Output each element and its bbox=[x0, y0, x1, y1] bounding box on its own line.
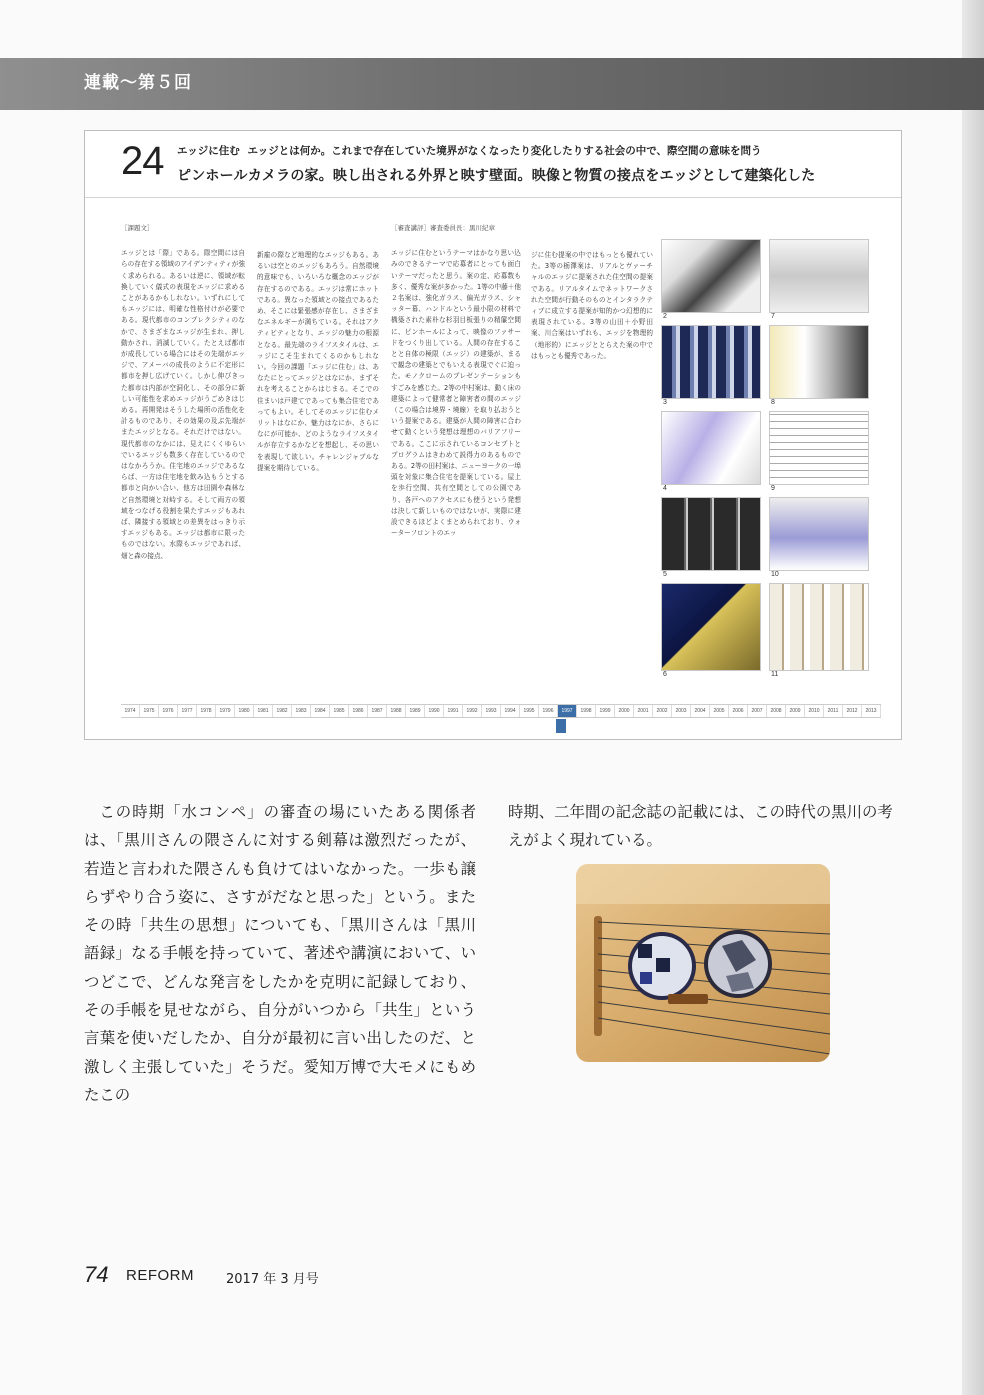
timeline-year: 1993 bbox=[482, 705, 501, 717]
thumbnail-10 bbox=[769, 497, 869, 571]
timeline-year: 2003 bbox=[672, 705, 691, 717]
brief-column-2 bbox=[257, 250, 379, 550]
review-column-1 bbox=[391, 223, 521, 693]
thumbnail-11 bbox=[769, 583, 869, 671]
timeline-year: 1979 bbox=[216, 705, 235, 717]
theme-label: エッジに住む bbox=[177, 145, 240, 157]
timeline-year: 1992 bbox=[463, 705, 482, 717]
entry-number: 24 bbox=[121, 139, 164, 183]
thumb-number: 4 bbox=[663, 485, 667, 492]
timeline-year: 2012 bbox=[843, 705, 862, 717]
timeline-marker bbox=[556, 719, 566, 733]
timeline-year: 1977 bbox=[178, 705, 197, 717]
timeline-year: 1988 bbox=[387, 705, 406, 717]
article-body-left bbox=[84, 798, 476, 1109]
timeline-year: 2013 bbox=[862, 705, 881, 717]
brief-text-2: 新雇の際など地理的なエッジもある。あるいは空とのエッジもあろう。自然環境的意味でも、いろいろな概念のエッジが存在するのである。エッジは常にホットである。異なった領域との接点であるため、そこには緊張感が存在し、さまざまなエネルギーが満ちている。それはアクティビティとなり、エッジの魅力の根源となる。最先端のライフスタイルは、エッジにこそ生まれてくるのかもしれない。今回の課題「エッジに住む」は、あなたにとってエッジとはなにか、まずそれを考えることからはじまる。そこでの住まいは戸建てであっても集合住宅であってもよい。そしてそのエッジに住むメリットはなにか、魅力はなにか、さらになにが可能か、どのようなライフスタイルが存立するかなどを想起し、その思いを表現して欲しい。チャレンジャブルな提案を期待している。 bbox=[257, 251, 379, 472]
theme-line bbox=[177, 143, 762, 158]
series-title: 連載〜第５回 bbox=[84, 73, 192, 93]
timeline-year: 1997 bbox=[558, 705, 577, 717]
timeline-year: 1985 bbox=[330, 705, 349, 717]
timeline-year: 1978 bbox=[197, 705, 216, 717]
thumbnail-4 bbox=[661, 411, 761, 485]
timeline-year: 1998 bbox=[577, 705, 596, 717]
timeline-year: 1987 bbox=[368, 705, 387, 717]
thumb-number: 5 bbox=[663, 571, 667, 578]
timeline-year: 2009 bbox=[786, 705, 805, 717]
photo-wooden-instrument bbox=[576, 864, 830, 1062]
timeline-year: 2010 bbox=[805, 705, 824, 717]
timeline-year: 1989 bbox=[406, 705, 425, 717]
review-text-2: ジに住む提案の中ではもっとも優れていた。3等の栃澤案は、リアルとヴァーチャルのエッジに提案された住空間の提案である。リアルタイムでネットワークされた空間が行動そのものとインタラクティブに成立する提案が知的かつ幻想的に表現されている。3等の山田＋小野田案、川合案はいずれも、エッジを物理的（地形的）にエッジととらえた案の中ではもっとも優秀であった。 bbox=[531, 251, 653, 360]
timeline-year: 1991 bbox=[444, 705, 463, 717]
winner-description: ピンホールカメラの家。映し出される外界と映す壁面。映像と物質の接点をエッジとして建築化した bbox=[177, 168, 816, 184]
brief-text-1: エッジとは「際」である。際空間には自らの存在する領域のアイデンティティが強く求められる。あるいは逆に、領域が転換していく儀式の表現をエッジに求めることがあるかもしれない。いずれにしてもエッジには、明確な性格付けが必要である。現代都市のコンプレクシティのなかで、さまざまなエッジが生まれ、押し動かされ、消滅していく。たとえば都市が成長している場合にはその先端がエッジで、アメーバの成長のように不定形に都市を押し広げていく。しかし伸びきった都市は内部が空洞化し、その部分に新しい可能性を求めエッジがうごめきはじめる。再開発はそうした場所の活性化を計るものであり、その効果の及ぶ先端がまたエッジとなる。それだけではない。現代都市のなかには、見えにくくゆらいでいるエッジも数多く存在しているのではなかろうか。住宅地のエッジであるならば、一方は住宅地を飲み込もうとする都市と向かい合い、他方は田園や森林など自然環境と対峙する。そして両方の領域をつなげる役割を果たすエッジもあれば、隣接する領域との差異をはっきり示すエッジもある。エッジは都市に限ったものではない。水際もエッジであれば、畑と森の接点、 bbox=[121, 249, 245, 560]
page-edge bbox=[962, 0, 984, 1395]
thumbnail-7 bbox=[769, 239, 869, 313]
timeline-year: 1986 bbox=[349, 705, 368, 717]
thumbnail-9 bbox=[769, 411, 869, 485]
timeline-year: 2008 bbox=[767, 705, 786, 717]
review-column-2 bbox=[531, 250, 653, 450]
timeline-year: 1995 bbox=[520, 705, 539, 717]
timeline-year: 1996 bbox=[539, 705, 558, 717]
timeline-year: 1999 bbox=[596, 705, 615, 717]
timeline-year: 2011 bbox=[824, 705, 843, 717]
timeline-year: 1976 bbox=[159, 705, 178, 717]
thumb-number: 10 bbox=[771, 571, 779, 578]
thumb-number: 6 bbox=[663, 671, 667, 678]
review-text-1: エッジに住むというテーマはかなり思い込みのできるテーマで応募者にとっても面白いテーマだったと思う。案の定、応募数も多く、優秀な案が多かった。1等の中藤＋他２名案は、強化ガラス、偏光ガラス、シャッター幕、ハンドルという最小限の材料で構築された素朴な杉羽目板張りの精簾空間に、ピンホールによって、映像のファサードをつくり出している。人間の存在することと自体の極限（エッジ）の建築が、まるで観念の建築とでもいえる表現でぐに迫った。モノクロームのプレゼンテーションもすごみを感じた。2等の中村案は、動く床の建築によって健常者と障害者の間のエッジ（この場合は境界・境線）を取り払おうという提案である。建築が人間の障害に合わせて動くという発想は理想のバリアフリーである。ここに示されているコンセプトとプログラムはきわめて説得力のあるものである。2等の田村案は、ニューヨークの一埠頭を対象に集合住宅を提案している。屋上を歩行空間、共有空間としての公園であり、各戸へのアクセスにも使うという発想は決して新しいものではないが、実際に建設できるほどよくまとめられており、ウォーターフロントのエッ bbox=[391, 249, 521, 538]
thumbnail-8 bbox=[769, 325, 869, 399]
thumbnail-5 bbox=[661, 497, 761, 571]
magazine-name: REFORM bbox=[126, 1267, 194, 1284]
timeline-year: 1990 bbox=[425, 705, 444, 717]
thumbnail-2 bbox=[661, 239, 761, 313]
brief-column-1 bbox=[121, 223, 245, 693]
article-paragraph: この時期「水コンペ」の審査の場にいたある関係者は、「黒川さんの隈さんに対する剣幕は激烈だったが、若造と言われた隈さんも負けてはいなかった。一歩も譲らずやり合う姿に、さすがだなと思った」という。またその時「共生の思想」についても、「黒川さんは「黒川語録」なる手帳を持っていて、著述や講演において、いつどこで、どんな発言をしたかを克明に記録しており、その手帳を見せながら、自分がいつから「共生」という言葉を使いだしたか、自分が最初に言い出したのだ、と激しく主張していた」そうだ。愛知万博で大モメにもめたこの bbox=[84, 803, 476, 1104]
theme-text: エッジとは何か。これまで存在していた境界がなくなったり変化したりする社会の中で、際空間の意味を問う bbox=[247, 145, 762, 157]
review-heading: ［審査講評］審査委員長：黒川紀章 bbox=[391, 224, 495, 232]
year-timeline bbox=[121, 704, 881, 718]
thumb-number: 2 bbox=[663, 313, 667, 320]
timeline-year: 1980 bbox=[235, 705, 254, 717]
thumbnail-6 bbox=[661, 583, 761, 671]
timeline-year: 1981 bbox=[254, 705, 273, 717]
thumb-number: 11 bbox=[771, 671, 779, 678]
timeline-year: 2000 bbox=[615, 705, 634, 717]
timeline-year: 1982 bbox=[273, 705, 292, 717]
timeline-year: 2006 bbox=[729, 705, 748, 717]
thumb-number: 8 bbox=[771, 399, 775, 406]
timeline-year: 1984 bbox=[311, 705, 330, 717]
thumbnail-3 bbox=[661, 325, 761, 399]
page-number: 74 bbox=[84, 1262, 109, 1287]
timeline-year: 1983 bbox=[292, 705, 311, 717]
timeline-year: 2001 bbox=[634, 705, 653, 717]
timeline-year: 1974 bbox=[121, 705, 140, 717]
timeline-year: 2004 bbox=[691, 705, 710, 717]
panel-header bbox=[85, 131, 901, 198]
timeline-year: 2002 bbox=[653, 705, 672, 717]
issue-date: 2017 年 3 月号 bbox=[226, 1272, 319, 1287]
brief-heading: ［課題文］ bbox=[121, 224, 154, 232]
timeline-year: 1994 bbox=[501, 705, 520, 717]
competition-panel bbox=[84, 130, 902, 740]
thumb-number: 7 bbox=[771, 313, 775, 320]
article-body-right: 時期、二年間の記念誌の記載には、この時代の黒川の考えがよく現れている。 bbox=[508, 803, 893, 850]
thumb-number: 3 bbox=[663, 399, 667, 406]
timeline-year: 2007 bbox=[748, 705, 767, 717]
timeline-year: 1975 bbox=[140, 705, 159, 717]
thumb-number: 9 bbox=[771, 485, 775, 492]
timeline-year: 2005 bbox=[710, 705, 729, 717]
